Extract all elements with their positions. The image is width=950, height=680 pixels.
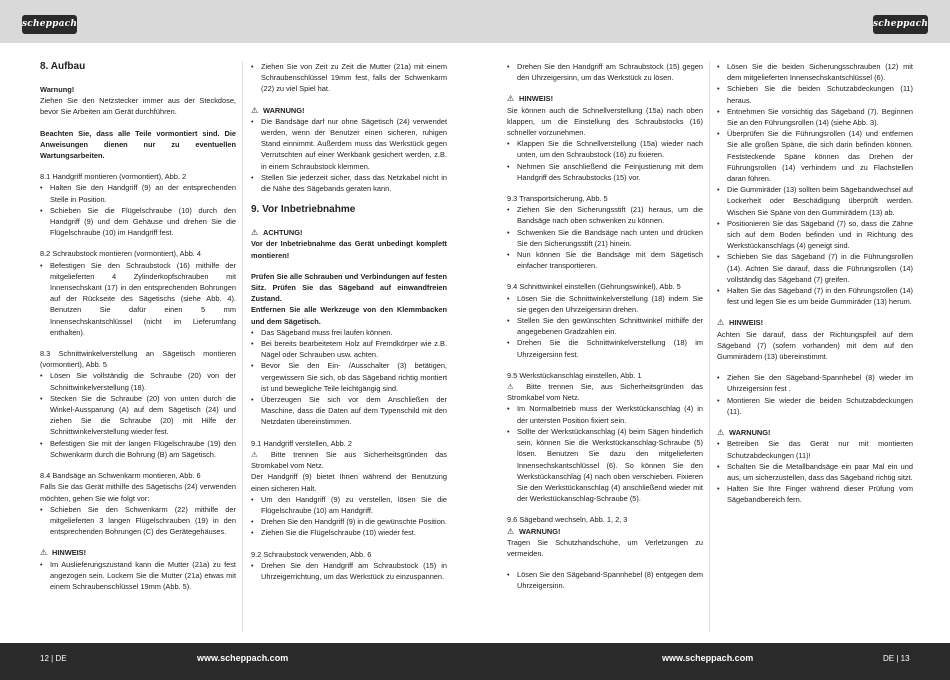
list-item: • Überzeugen Sie sich vor dem Anschließen der Maschine, dass die Daten auf dem Typenschild mit den Netzdaten übereinstimmen. xyxy=(251,394,447,428)
scheppach-logo-left: scheppach xyxy=(22,15,77,34)
hint-heading xyxy=(717,317,913,328)
list-item: • Schieben Sie die Flügelschraube (10) durch den Handgriff (9) und dem Gehäuse und drehen Sie die Flügelschraube (10) im Handgriff fest. xyxy=(40,205,236,239)
section-9-3-title: 9.3 Transportsicherung, Abb. 5 xyxy=(507,194,608,204)
check-screws-text: Prüfen Sie alle Schrauben und Verbindungen auf festen Sitz. Prüfen Sie das Sägeband auf einwandfreien Zustand. xyxy=(251,271,447,304)
section-8-3-list xyxy=(40,370,236,460)
list-item: • Halten Sie das Sägeband (7) in den Führungsrollen (14) fest und legen Sie es um beide Gummiräder (13) herum. xyxy=(717,285,913,307)
list-item: • Das Sägeband muss frei laufen können. xyxy=(251,327,447,338)
list-item: • Die Gummiräder (13) sollten beim Sägebandwechsel auf Lockerheit oder Beschädigung überprüft werden. Wischen Sie Späne von den Gummirädern (13) ab. xyxy=(717,184,913,218)
hint-list xyxy=(40,559,236,593)
section-9-1-title: 9.1 Handgriff verstellen, Abb. 2 xyxy=(251,438,352,448)
website-link-left[interactable]: www.scheppach.com xyxy=(197,653,289,663)
attention-text: Vor der Inbetriebnahme das Gerät unbedingt komplett montieren! xyxy=(251,239,447,260)
warning-text: Ziehen Sie den Netzstecker immer aus der Steckdose, bevor Sie Arbeiten am Gerät durchführen. xyxy=(40,96,236,117)
list-item: • Ziehen Sie den Sicherungsstift (21) heraus, um die Bandsäge nach oben schwenken zu können. xyxy=(507,204,703,226)
list-item: • Ziehen Sie die Flügelschraube (10) wieder fest. xyxy=(251,527,447,538)
website-link-right[interactable]: www.scheppach.com xyxy=(662,653,754,663)
list-item: • Um den Handgriff (9) zu verstellen, lösen Sie die Flügelschraube (10) am Handgriff. xyxy=(251,494,447,516)
list-item: • Drehen Sie den Handgriff (9) in die gewünschte Position. xyxy=(251,516,447,527)
list-item: • Schwenken Sie die Bandsäge nach unten und drücken Sie den Sicherungsstift (21) hinein. xyxy=(507,227,703,249)
page-number-left: 12 | DE xyxy=(40,654,67,663)
list-item: • Drehen Sie den Handgriff am Schraubstock (15) gegen den Uhrzeigersinn, um das Werkstück zu lösen. xyxy=(507,61,703,83)
section-8-1-list xyxy=(40,182,236,238)
column-2 xyxy=(251,61,447,582)
list-item: • Überprüfen Sie die Führungsrollen (14) und entfernen Sie alle großen Späne, die sich darin befinden können. Feststeckende Späne können das Drehen der Führungsrollen (14) verhindern und zu Flachstellen daran führen. xyxy=(717,128,913,184)
section-8-1-title: 8.1 Handgriff montieren (vormontiert), Abb. 2 xyxy=(40,172,187,182)
warning-heading-text: WARNUNG! xyxy=(263,105,305,115)
list-item: • Im Auslieferungszustand kann die Mutter (21a) zu fest angezogen sein. Lockern Sie die Mutter (21a) etwas mit einem Schraubenschlüssel 19mm (Abb. 5). xyxy=(40,559,236,593)
hint-heading xyxy=(507,93,703,104)
list-item: • Lösen Sie den Sägeband-Spannhebel (8) entgegen dem Uhrzeigersinn. xyxy=(507,569,703,591)
check-list xyxy=(251,327,447,428)
list-item: • Lösen Sie vollständig die Schraube (20) von der Schnittwinkelverstellung (18). xyxy=(40,370,236,392)
list-item: • Befestigen Sie den Schraubstock (16) mithilfe der mitgelieferten 4 Zylinderkopfschrauben mit Innensechskant (17) in den entsprechenden Bohrungen auf der Rückseite des Sägetischs (siehe Abb. 4). Benutzen Sie dafür einen 5 mm Innensechskantschlüssel (nicht im Lieferumfang enthalten). xyxy=(40,260,236,338)
section-9-5-list xyxy=(507,403,703,504)
preassembled-note: Beachten Sie, dass alle Teile vormontiert sind. Die Anweisungen dienen nur zu eventuellen Wartungsarbeiten. xyxy=(40,128,236,161)
warning-triangle-icon: ⚠ xyxy=(251,449,271,459)
column-3 xyxy=(507,61,703,592)
section-9-5-hint-text: Bitte trennen Sie, aus Sicherheitsgründen das Stromkabel vom Netz. xyxy=(507,382,703,403)
page-number-right: DE | 13 xyxy=(883,654,910,663)
list-item: • Schieben Sie den Schwenkarm (22) mithilfe der mitgelieferten 3 langen Flügelschrauben (19) in den entsprechenden Bohrungen (C) des Gerätegehäuses. xyxy=(40,504,236,538)
list-item: • Entnehmen Sie vorsichtig das Sägeband (7). Beginnen Sie an den Führungsrollen (14) (siehe Abb. 3). xyxy=(717,106,913,128)
list-item: • Nun können Sie die Bandsäge mit dem Sägetisch einfacher transportieren. xyxy=(507,249,703,271)
list-item: • Halten Sie Ihre Finger während dieser Prüfung vom Sägebandbereich fern. xyxy=(717,483,913,505)
section-9-1-hint-text: Bitte trennen Sie aus Sicherheitsgründen das Stromkabel vom Netz. xyxy=(251,449,447,471)
warning-triangle-icon: ⚠ xyxy=(507,526,515,536)
header-bar xyxy=(0,0,950,43)
warning-triangle-icon: ⚠ xyxy=(251,228,259,238)
warning-list xyxy=(717,438,913,505)
list-item: • Sollte der Werkstückanschlag (4) beim Sägen hinderlich sein, können Sie die Werkstückanschlag-Schraube (5) lösen. Benutzen Sie dazu den mitgelieferten Innensechskantschlüssel (6). So können Sie den Werkstückanschlag (4) nach oben verschieben. Fixieren Sie den Werkstückanschlag (4) anschließend wieder mit der Werkstückanschlag-Schraube (5). xyxy=(507,426,703,504)
section-8-3-title: 8.3 Schnittwinkelverstellung an Sägetisch montieren (vormontiert), Abb. 5 xyxy=(40,349,236,370)
section-9-6-title: 9.6 Sägeband wechseln, Abb. 1, 2, 3 xyxy=(507,515,628,525)
section-8-title: 8. Aufbau xyxy=(40,61,86,72)
hint-heading-text: HINWEIS! xyxy=(52,548,87,558)
warning-list xyxy=(251,116,447,194)
top-list xyxy=(507,61,703,83)
section-9-1-text: Der Handgriff (9) bietet Ihnen während der Benutzung einen sicheren Halt. xyxy=(251,472,447,493)
list-item: • Lösen Sie die beiden Sicherungsschrauben (12) mit dem mitgelieferten Innensechskantschlüssel (6). xyxy=(717,61,913,83)
list-item: • Klappen Sie die Schnellverstellung (15a) wieder nach unten, um den Schraubstock (16) zu fixieren. xyxy=(507,138,703,160)
warning-triangle-icon: ⚠ xyxy=(507,94,515,104)
list-item: • Stellen Sie jederzeit sicher, dass das Netzkabel nicht in die Nähe des Sägebands geraten kann. xyxy=(251,172,447,194)
top-list xyxy=(251,61,447,95)
section-9-6-text: Tragen Sie Schutzhandschuhe, um Verletzungen zu vermeiden. xyxy=(507,537,703,558)
list-item: • Befestigen Sie mit der langen Flügelschraube (19) den Schwenkarm durch die Bohrung (B) am Sägetisch. xyxy=(40,438,236,460)
list-item: • Die Bandsäge darf nur ohne Sägetisch (24) verwendet werden, wenn der Benutzer einen sicheren, ruhigen Stand einnimmt. Außerdem muss das Werkstück gegen Verrutschten auf einer Werkbank gesichert werden, z.B. in einem Schraubstock klemmen. xyxy=(251,116,447,172)
hint-heading xyxy=(40,547,236,558)
list-item: • Montieren Sie wieder die beiden Schutzabdeckungen (11). xyxy=(717,395,913,417)
section-9-6-warning-text: WARNUNG! xyxy=(519,526,561,536)
column-divider-right xyxy=(709,61,710,632)
list-item: • Ziehen Sie den Sägeband-Spannhebel (8) wieder im Uhrzeigersinn fest . xyxy=(717,372,913,394)
list-item: • Positionieren Sie das Sägeband (7) so, dass die Zähne sich auf dem Boden befinden und in Richtung des Werkstückanschlags (4) geneigt sind. xyxy=(717,218,913,252)
section-8-4-list xyxy=(40,504,236,538)
warning-heading xyxy=(251,105,447,116)
hint-list xyxy=(507,138,703,183)
list-item: • Drehen Sie den Handgriff am Schraubstock (15) in Uhrzeigerrichtung, um das Werkstück zu einzuspannen. xyxy=(251,560,447,582)
section-9-2-title: 9.2 Schraubstock verwenden, Abb. 6 xyxy=(251,549,372,559)
column-divider-left xyxy=(242,61,243,632)
section-9-6-warning xyxy=(507,526,703,537)
column-1 xyxy=(40,61,236,592)
section-9-5-hint xyxy=(507,381,703,403)
hint-heading-text: HINWEIS! xyxy=(729,318,764,328)
list-item: • Halten Sie den Handgriff (9) an der entsprechenden Stelle in Position. xyxy=(40,182,236,204)
scheppach-logo-right: scheppach xyxy=(873,15,928,34)
attention-heading-text: ACHTUNG! xyxy=(263,228,303,238)
section-9-1-hint xyxy=(251,449,447,471)
list-item: • Betreiben Sie das Gerät nur mit montierten Schutzabdeckungen (11)! xyxy=(717,438,913,460)
warning-triangle-icon: ⚠ xyxy=(717,428,725,438)
remove-tools-text: Entfernen Sie alle Werkzeuge von den Klemmbacken und dem Sägetisch. xyxy=(251,305,447,326)
list-item: • Bevor Sie den Ein- /Ausschalter (3) betätigen, vergewissern Sie sich, ob das Sägeband richtig montiert ist und bewegliche Teile leichtgängig sind. xyxy=(251,360,447,394)
warning-heading: Warnung! xyxy=(40,85,75,94)
hint-text: Sie können auch die Schnellverstellung (15a) nach oben klappen, um die Einstellung des Schraubstocks (16) schneller vorzunehmen. xyxy=(507,105,703,138)
section-9-4-list xyxy=(507,293,703,360)
list-item: • Stecken Sie die Schraube (20) von unten durch die Winkel-Aussparung (A) auf dem Sägetisch (24) und ziehen Sie die Schraube (20) mit Hilfe der Schnittwinkelverstellung wieder fest. xyxy=(40,393,236,438)
hint-text: Achten Sie darauf, dass der Richtungspfeil auf dem Sägeband (7) (sofern vorhanden) mit dem auf den Gummirädern (13) übereinstimmt. xyxy=(717,329,913,362)
warning-heading xyxy=(717,427,913,438)
warning-triangle-icon: ⚠ xyxy=(507,382,527,392)
section-9-2-list xyxy=(251,560,447,582)
list-item: • Schalten Sie die Metallbandsäge ein paar Mal ein und aus, um sicherzustellen, dass das Sägeband richtig sitzt. xyxy=(717,461,913,483)
list-item: • Schieben Sie das Sägeband (7) in die Führungsrollen (14). Achten Sie darauf, dass die Führungsrollen (14) vollständig das Sägeband (7) greifen. xyxy=(717,251,913,285)
section-8-4-text: Falls Sie das Gerät mithilfe des Sägetischs (24) verwenden möchten, gehen Sie wie folgt vor: xyxy=(40,482,236,503)
list-item: • Bei bereits bearbeitetem Holz auf Fremdkörper wie z.B. Nägel oder Schrauben usw. achten. xyxy=(251,338,447,360)
warning-heading-text: WARNUNG! xyxy=(729,428,771,438)
steps-list-2 xyxy=(717,372,913,417)
list-item: • Nehmen Sie anschließend die Feinjustierung mit dem Handgriff des Schraubstocks (15) vor. xyxy=(507,161,703,183)
section-9-1-list xyxy=(251,494,447,539)
section-8-2-title: 8.2 Schraubstock montieren (vormontiert), Abb. 4 xyxy=(40,249,202,259)
section-9-4-title: 9.4 Schnittwinkel einstellen (Gehrungswinkel), Abb. 5 xyxy=(507,282,681,292)
warning-triangle-icon: ⚠ xyxy=(40,548,48,558)
list-item: • Drehen Sie die Schnittwinkelverstellung (18) im Uhrzeigersinn fest. xyxy=(507,337,703,359)
list-item: • Lösen Sie die Schnittwinkelverstellung (18) indem Sie sie gegen den Uhrzeigersinn drehen. xyxy=(507,293,703,315)
footer-bar xyxy=(0,643,950,680)
warning-triangle-icon: ⚠ xyxy=(251,105,259,115)
section-9-6-list xyxy=(507,569,703,591)
section-8-2-list xyxy=(40,260,236,338)
section-9-5-title: 9.5 Werkstückanschlag einstellen, Abb. 1 xyxy=(507,370,642,380)
warning-triangle-icon: ⚠ xyxy=(717,318,725,328)
section-9-title: 9. Vor Inbetriebnahme xyxy=(251,204,356,216)
section-8-4-title: 8.4 Bandsäge an Schwenkarm montieren, Abb. 6 xyxy=(40,471,201,481)
hint-heading-text: HINWEIS! xyxy=(519,94,554,104)
column-4 xyxy=(717,61,913,506)
attention-heading xyxy=(251,227,447,238)
list-item: • Stellen Sie den gewünschten Schnittwinkel mithilfe der angegebenen Gradzahlen ein. xyxy=(507,315,703,337)
steps-list xyxy=(717,61,913,307)
list-item: • Ziehen Sie von Zeit zu Zeit die Mutter (21a) mit einem Schraubenschlüssel 19mm fest, falls der Schwenkarm (22) zu viel Spiel hat. xyxy=(251,61,447,95)
section-9-3-list xyxy=(507,204,703,271)
list-item: • Schieben Sie die beiden Schutzabdeckungen (11) heraus. xyxy=(717,83,913,105)
list-item: • Im Normalbetrieb muss der Werkstückanschlag (4) in der untersten Position fixiert sein. xyxy=(507,403,703,425)
